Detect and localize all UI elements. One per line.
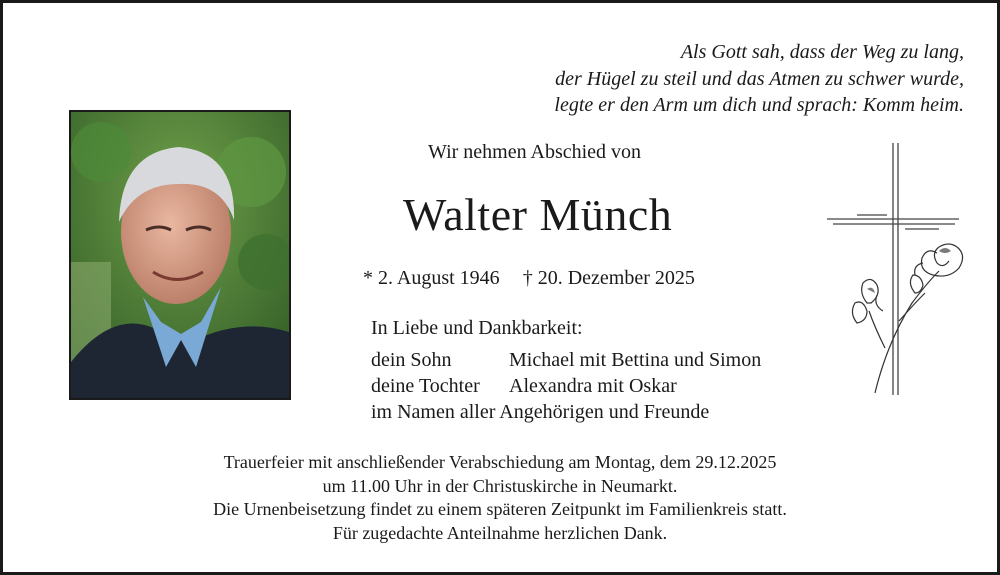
thanks-heading: In Liebe und Dankbarkeit: [371, 317, 583, 339]
relative-names: Michael mit Bettina und Simon [509, 349, 762, 371]
ceremony-line: um 11.00 Uhr in der Christuskirche in Neumarkt. [322, 475, 678, 496]
ceremony-line: Die Urnenbeisetzung findet zu einem späteren Zeitpunkt im Familienkreis statt. [213, 499, 787, 519]
ceremony-info [3, 451, 997, 545]
poem-line: legte er den Arm um dich und sprach: Komm heim. [554, 94, 964, 116]
relative-row [371, 349, 761, 372]
poem-line: Als Gott sah, dass der Weg zu lang, [680, 41, 964, 63]
deceased-name: Walter Münch [403, 189, 673, 240]
cross-with-rose-icon [827, 143, 967, 408]
relative-names: Alexandra mit Oskar [509, 375, 677, 397]
intro-text: Wir nehmen Abschied von [428, 141, 642, 163]
relative-role: deine Tochter [371, 375, 480, 397]
poem [554, 39, 964, 119]
life-dates [363, 267, 695, 290]
relatives-all: im Namen aller Angehörigen und Freunde [371, 401, 710, 423]
death-date: † 20. Dezember 2025 [522, 267, 695, 289]
relative-role: dein Sohn [371, 349, 452, 371]
poem-line: der Hügel zu steil und das Atmen zu schwer wurde, [555, 67, 964, 90]
relative-row [371, 375, 677, 398]
ceremony-line: Trauerfeier mit anschließender Verabschiedung am Montag, dem 29.12.2025 [223, 452, 777, 472]
portrait-photo [69, 110, 291, 400]
birth-date: * 2. August 1946 [363, 267, 500, 289]
ceremony-line: Für zugedachte Anteilnahme herzlichen Dank. [332, 522, 668, 543]
